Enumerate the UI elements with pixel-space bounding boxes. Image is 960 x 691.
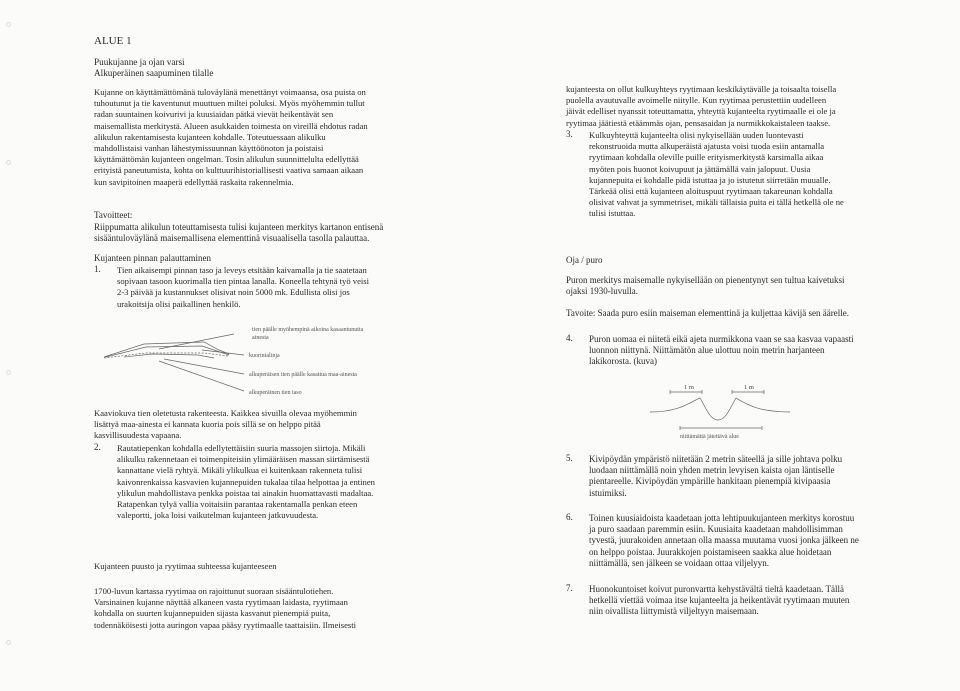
figure-label: kuorintalinja (249, 353, 280, 359)
goals-paragraph (94, 222, 383, 244)
list-item-text (589, 334, 854, 368)
section-subheading: Alkuperäinen saapuminen tilalle (94, 68, 214, 78)
list-item-text (589, 130, 844, 220)
intro-paragraph (94, 87, 368, 188)
text-line: kasvillisuudesta vapaana. (94, 430, 182, 441)
text-line: sopivaan tasoon kuorimalla tien pintaa lanalla. Koneella tehtynä työ veisi (117, 276, 370, 287)
text-line: Kaaviokuva tien oletetusta rakenteesta. Kaikkea sivuilla olevaa myöhemmin (94, 408, 357, 418)
section-heading: Kujanteen pinnan palauttaminen (94, 253, 211, 263)
text-line: luodaan niittämällä noin yhden metrin levyisen kaista ojan läntiselle (589, 465, 835, 476)
figure-label: tien päälle myöhempinä aikoina kasaantunutta (252, 327, 364, 333)
figure-caption: niittämättä jätettävä alue (680, 434, 739, 440)
list-number: 4. (566, 333, 573, 343)
section-heading: Kujanteen puusto ja ryytimaa suhteessa kujanteeseen (94, 561, 277, 571)
text-line: tuhoutunut ja tie kaventunut muuttuen miltei poluksi. Myös myöhemmin tullut (94, 98, 365, 109)
text-line: kun savipitoinen maaperä edellyttää raskaita rakennelmia. (94, 176, 294, 187)
list-item-text (117, 265, 369, 310)
text-line: ryytimaa jäätiestä etäämmäs ojan, pensasaidan ja nurmikkokaistaleen taakse. (566, 117, 831, 128)
text-line: jäivät edelliset nyanssit toteuttamatta, yhteyttä kujanteelta ryytimaalle ei ole ja (566, 106, 836, 117)
text-line: Huonokuntoiset koivut puronvartta kehystävältä tieltä kaadetaan. Tällä (589, 584, 845, 594)
text-line: Rautatiepenkan kohdalla edellytettäisiin suuria massojen siirtoja. Mikäli (117, 443, 366, 453)
text-line: urakoitsija olisi paikallinen henkilö. (117, 298, 241, 309)
text-line: Puron merkitys maisemalle nykyisellään on pienentynyt sen tultua kaivetuksi (566, 275, 845, 285)
text-line: myöten pois huonot koivupuut ja jättämällä vain jalopuut. Uusia (589, 163, 811, 174)
text-line: Toinen kuusiaidoista kaadetaan jotta lehtipuukujanteen merkitys korostuu (589, 513, 855, 523)
goal-text: Tavoite: Saada puro esiin maiseman elementtinä ja kuljettaa kävijä sen äärelle. (566, 308, 850, 318)
figure-label: alkuperäinen tien taso (249, 390, 302, 396)
text-line: Kivipöydän ympäristö niitetään 2 metrin säteellä ja sille johtava polku (589, 454, 843, 464)
text-line: kaivonrenkaissa kasvavien kujannepuiden tukalaa tilaa helpottaa ja entinen (117, 476, 375, 487)
punch-hole-mark (6, 22, 11, 27)
text-line: 1700-luvun kartassa ryytimaa on rajoittunut suoraan sisääntulotiehen. (94, 586, 334, 596)
text-line: käyttämättömän kujanteen ongelman. Tosin alikulun suunnittelulta edellyttää (94, 154, 359, 165)
page-title: ALUE 1 (94, 35, 132, 47)
text-line: sisääntuloväylänä maisemallisena elementtinä visuaalisella tasolla palauttaa. (94, 233, 370, 244)
list-item-text (589, 454, 842, 499)
text-line: ryytimaan kohdalla oleville puille erityismerkitystä karsimalla aikaa (589, 152, 824, 163)
text-line: ylikulun mahdollistava penkka poistaa tai ainakin huomattavasti madaltaa. (117, 487, 374, 498)
view-paragraph (94, 586, 356, 631)
figure-label: alkuperäisen tien päälle kasattua maa-ainesta (249, 372, 357, 378)
text-line: tyvestä, juurakoiden annetaan olla maassa muutama vuosi jonka jälkeen ne (589, 535, 859, 546)
punch-hole-mark (6, 160, 11, 165)
text-line: todennäköisesti jotta auringon vapaa pääsy ryytimaalle taattaisiin. Ilmeisesti (94, 619, 357, 630)
text-line: 2-3 päivää ja kustannukset olisivat noin 5000 mk. Edullista olisi jos (117, 287, 350, 298)
list-item-text (589, 513, 859, 569)
list-number: 5. (566, 453, 573, 463)
text-line: rekonstruoida mutta alkuperäistä ajatusta voisi tuoda esiin antamalla (589, 141, 825, 152)
text-line: erityistä paneutumista, kohta on kulttuurihistoriallisesti vaativa samaan aikaan (94, 165, 364, 176)
text-line: Kulkuyhteyttä kujanteelta olisi nykyisellään uuden luontevasti (589, 130, 804, 140)
text-line: ojaksi 1930-luvulla. (566, 286, 638, 297)
text-line: Tärkeää olisi että kujanteen aloituspuut ryytimaan takareunan kohdalla (589, 186, 833, 197)
text-line: on helppo poistaa. Juurakkojen poistamiseen saakka alue hoidetaan (589, 546, 832, 557)
text-line: pientareelle. Kivipöydän ympärille hankitaan pienempiä kivipaasia (589, 476, 831, 487)
text-line: niin oivallista liittymistä viljeltyyn maisemaan. (589, 606, 759, 617)
text-line: kohdalla on suurten kujannepuiden sijasta kasvanut pienempiä puita, (94, 608, 331, 619)
list-number: 7. (566, 583, 573, 593)
list-number: 1. (94, 264, 101, 274)
text-line: radan suuntainen koivurivi ja kuusiaidan pätkä vievät heikentävät sen (94, 109, 334, 120)
goals-label: Tavoitteet: (94, 210, 133, 220)
text-line: ja puro saadaan paremmin esiin. Kuusiaita kaadetaan mahdollisimman (589, 524, 843, 535)
ditch-profile-figure (640, 378, 800, 444)
text-line: Varsinainen kujanne näyttää alkaneen vasta ryytimaan laidasta, ryytimaan (94, 597, 348, 608)
text-line: valeportti, joka loisi vaikutelman kujanteen jatkuvuudesta. (117, 510, 319, 521)
text-line: lakikorosta. (kuva) (589, 356, 657, 367)
text-line: hetkellä viettää voimaa itse kujanteelta ja heikentävät ryytimaan muuten (589, 595, 850, 606)
text-line: olisivat vahvat ja symmetriset, mikäli tällaisia puita ei tällä hetkellä ole ne (589, 197, 844, 208)
continued-paragraph (566, 84, 836, 129)
text-line: puolella avautuvalle avoimelle niitylle. Kun ryytimaa perustettiin uudelleen (566, 95, 827, 106)
text-line: lisättyä maa-ainesta ei kannata kuoria pois sillä se on helppo pitää (94, 419, 321, 430)
text-line: istuimiksi. (589, 487, 627, 498)
measure-label: 1 m (744, 384, 754, 391)
text-line: Riippumatta alikulun toteuttamisesta tulisi kujanteen merkitys kartanon entisenä (94, 222, 384, 232)
road-section-figure (94, 322, 454, 404)
text-line: alikulun rakentamisesta kujanteen kohdalle. Toteutuessaan alikulku (94, 131, 326, 142)
text-line: niittämällä, sen jälkeen se voidaan ottaa viljelyyn. (589, 557, 769, 568)
list-number: 3. (566, 129, 573, 139)
text-line: luonnon niittynä. Niittämätön alue ulottuu noin metrin harjanteen (589, 345, 825, 356)
text-line: Tien aikaisempi pinnan taso ja leveys etsitään kaivamalla ja tie saatetaan (117, 265, 367, 275)
figure-label: ainesta (252, 335, 269, 341)
text-line: alikulku rakennetaan ei toimenpiteisiin ylimääräisen massan siirtämisestä (117, 454, 370, 465)
punch-hole-mark (6, 370, 11, 375)
section-heading: Oja / puro (566, 255, 603, 265)
text-line: kujannepuita ei kohdalle pidä istuttaa ja jo istutetut siirretään muualle. (589, 174, 831, 185)
measure-label: 1 m (684, 384, 694, 391)
text-line: mahdollistaisi vanhan lähestymissuunnan käyttöönoton ja poistaisi (94, 143, 324, 154)
list-number: 6. (566, 512, 573, 522)
text-line: Ratapenkan tylyä vallia voitaisiin parantaa rakentamalla penkan eteen (117, 499, 358, 510)
text-line: kannattane vielä ryhtyä. Mikäli ylikulkua ei kuitenkaan rakenneta tulisi (117, 465, 363, 476)
punch-hole-mark (6, 640, 11, 645)
figure-caption (94, 408, 357, 442)
list-item-text (589, 584, 849, 618)
list-number: 2. (94, 442, 101, 452)
oja-paragraph (566, 275, 844, 297)
text-line: Puron uomaa ei niitetä eikä ajeta nurmikkona vaan se saa kasvaa vapaasti (589, 334, 854, 344)
text-line: Kujanne on käyttämättömänä tuloväylänä menettänyt voimaansa, osa puista on (94, 87, 366, 97)
list-item-text (117, 443, 375, 521)
text-line: maisemallista merkitystä. Alueen asukkaiden toimesta on vireillä ehdotus radan (94, 120, 368, 131)
section-heading: Puukujanne ja ojan varsi (94, 57, 185, 67)
text-line: kujanteesta on ollut kulkuyhteys ryytimaan keskikäytävälle ja toisaalta toisella (566, 84, 837, 94)
text-line: tulisi istuttaa. (589, 208, 636, 219)
